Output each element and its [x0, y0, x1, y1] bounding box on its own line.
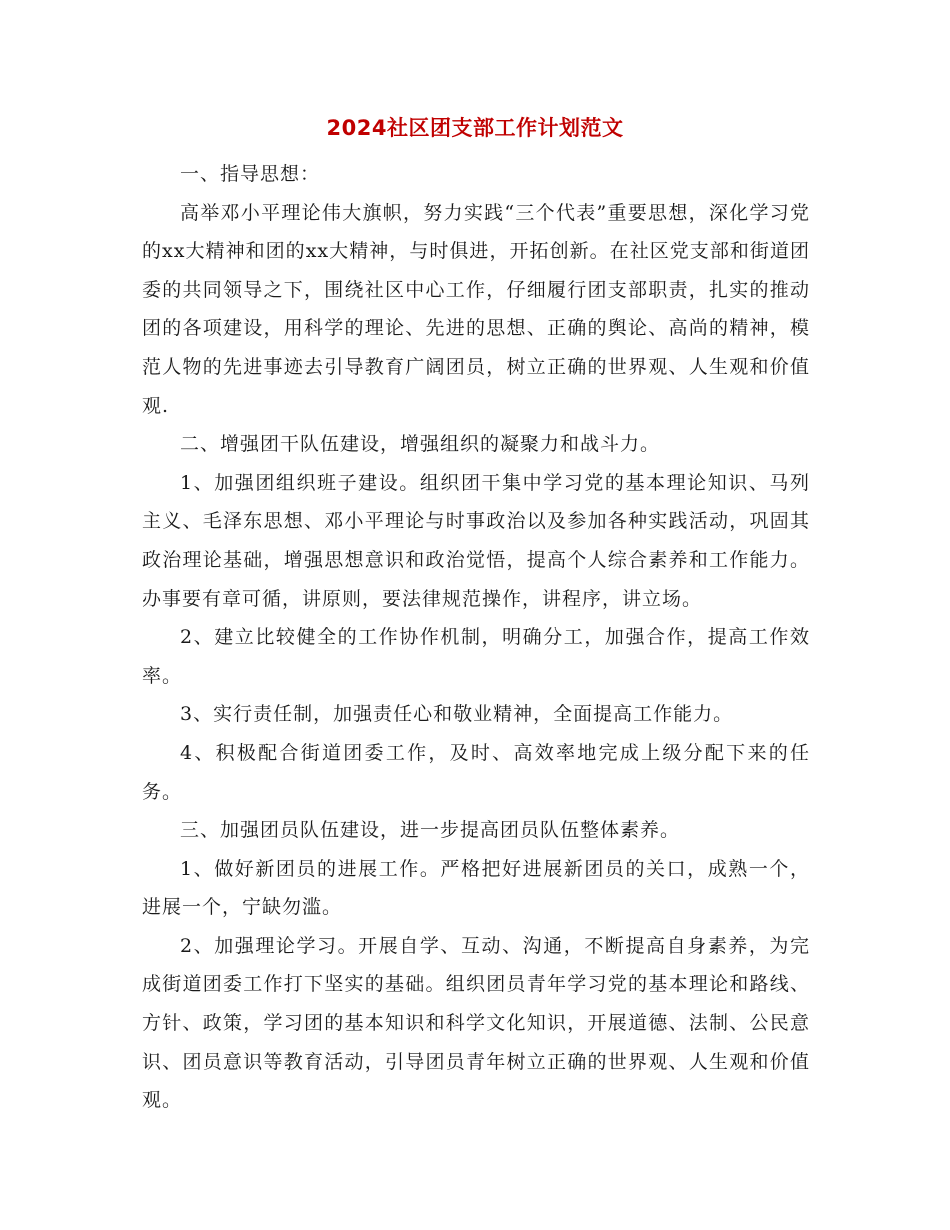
- document-body: [142, 155, 810, 1120]
- heading-cadre-team: 二、增强团干队伍建设，增强组织的凝聚力和战斗力。: [180, 433, 661, 456]
- paragraph: 2、建立比较健全的工作协作机制，明确分工，加强合作，提高工作效率。: [142, 626, 810, 687]
- paragraph: 1、做好新团员的进展工作。严格把好进展新团员的关口，成熟一个，进展一个，宁缺勿滥。: [142, 857, 810, 919]
- paragraph: 1、加强团组织班子建设。组织团干集中学习党的基本理论知识、马列主义、毛泽东思想、邓小平理论与时事政治以及参加各种实践活动，巩固其政治理论基础，增强思想意识和政治觉悟，提高个人综合素养和工作能力。办事要有章可循，讲原则，要法律规范操作，讲程序，讲立场。: [142, 471, 810, 610]
- paragraph: 2、加强理论学习。开展自学、互动、沟通，不断提高自身素养，为完成街道团委工作打下坚实的基础。组织团员青年学习党的基本理论和路线、方针、政策，学习团的基本知识和科学文化知识，开展道德、法制、公民意识、团员意识等教育活动，引导团员青年树立正确的世界观、人生观和价值观。: [142, 934, 810, 1112]
- paragraph: 高举邓小平理论伟大旗帜，努力实践“三个代表”重要思想，深化学习党的xx大精神和团的xx大精神，与时俱进，开拓创新。在社区党支部和街道团委的共同领导之下，围绕社区中心工作，仔细履行团支部职责，扎实的推动团的各项建设，用科学的理论、先进的思想、正确的舆论、高尚的精神，模范人物的先进事迹去引导教育广阔团员，树立正确的世界观、人生观和价值观.: [142, 201, 810, 417]
- paragraph: 4、积极配合街道团委工作，及时、高效率地完成上级分配下来的任务。: [142, 741, 810, 803]
- paragraph: 3、实行责任制，加强责任心和敬业精神，全面提高工作能力。: [180, 703, 734, 726]
- document-title: 2024社区团支部工作计划范文: [326, 116, 624, 140]
- heading-guiding-thought: 一、指导思想：: [180, 163, 321, 185]
- heading-member-team: 三、加强团员队伍建设，进一步提高团员队伍整体素养。: [180, 819, 681, 842]
